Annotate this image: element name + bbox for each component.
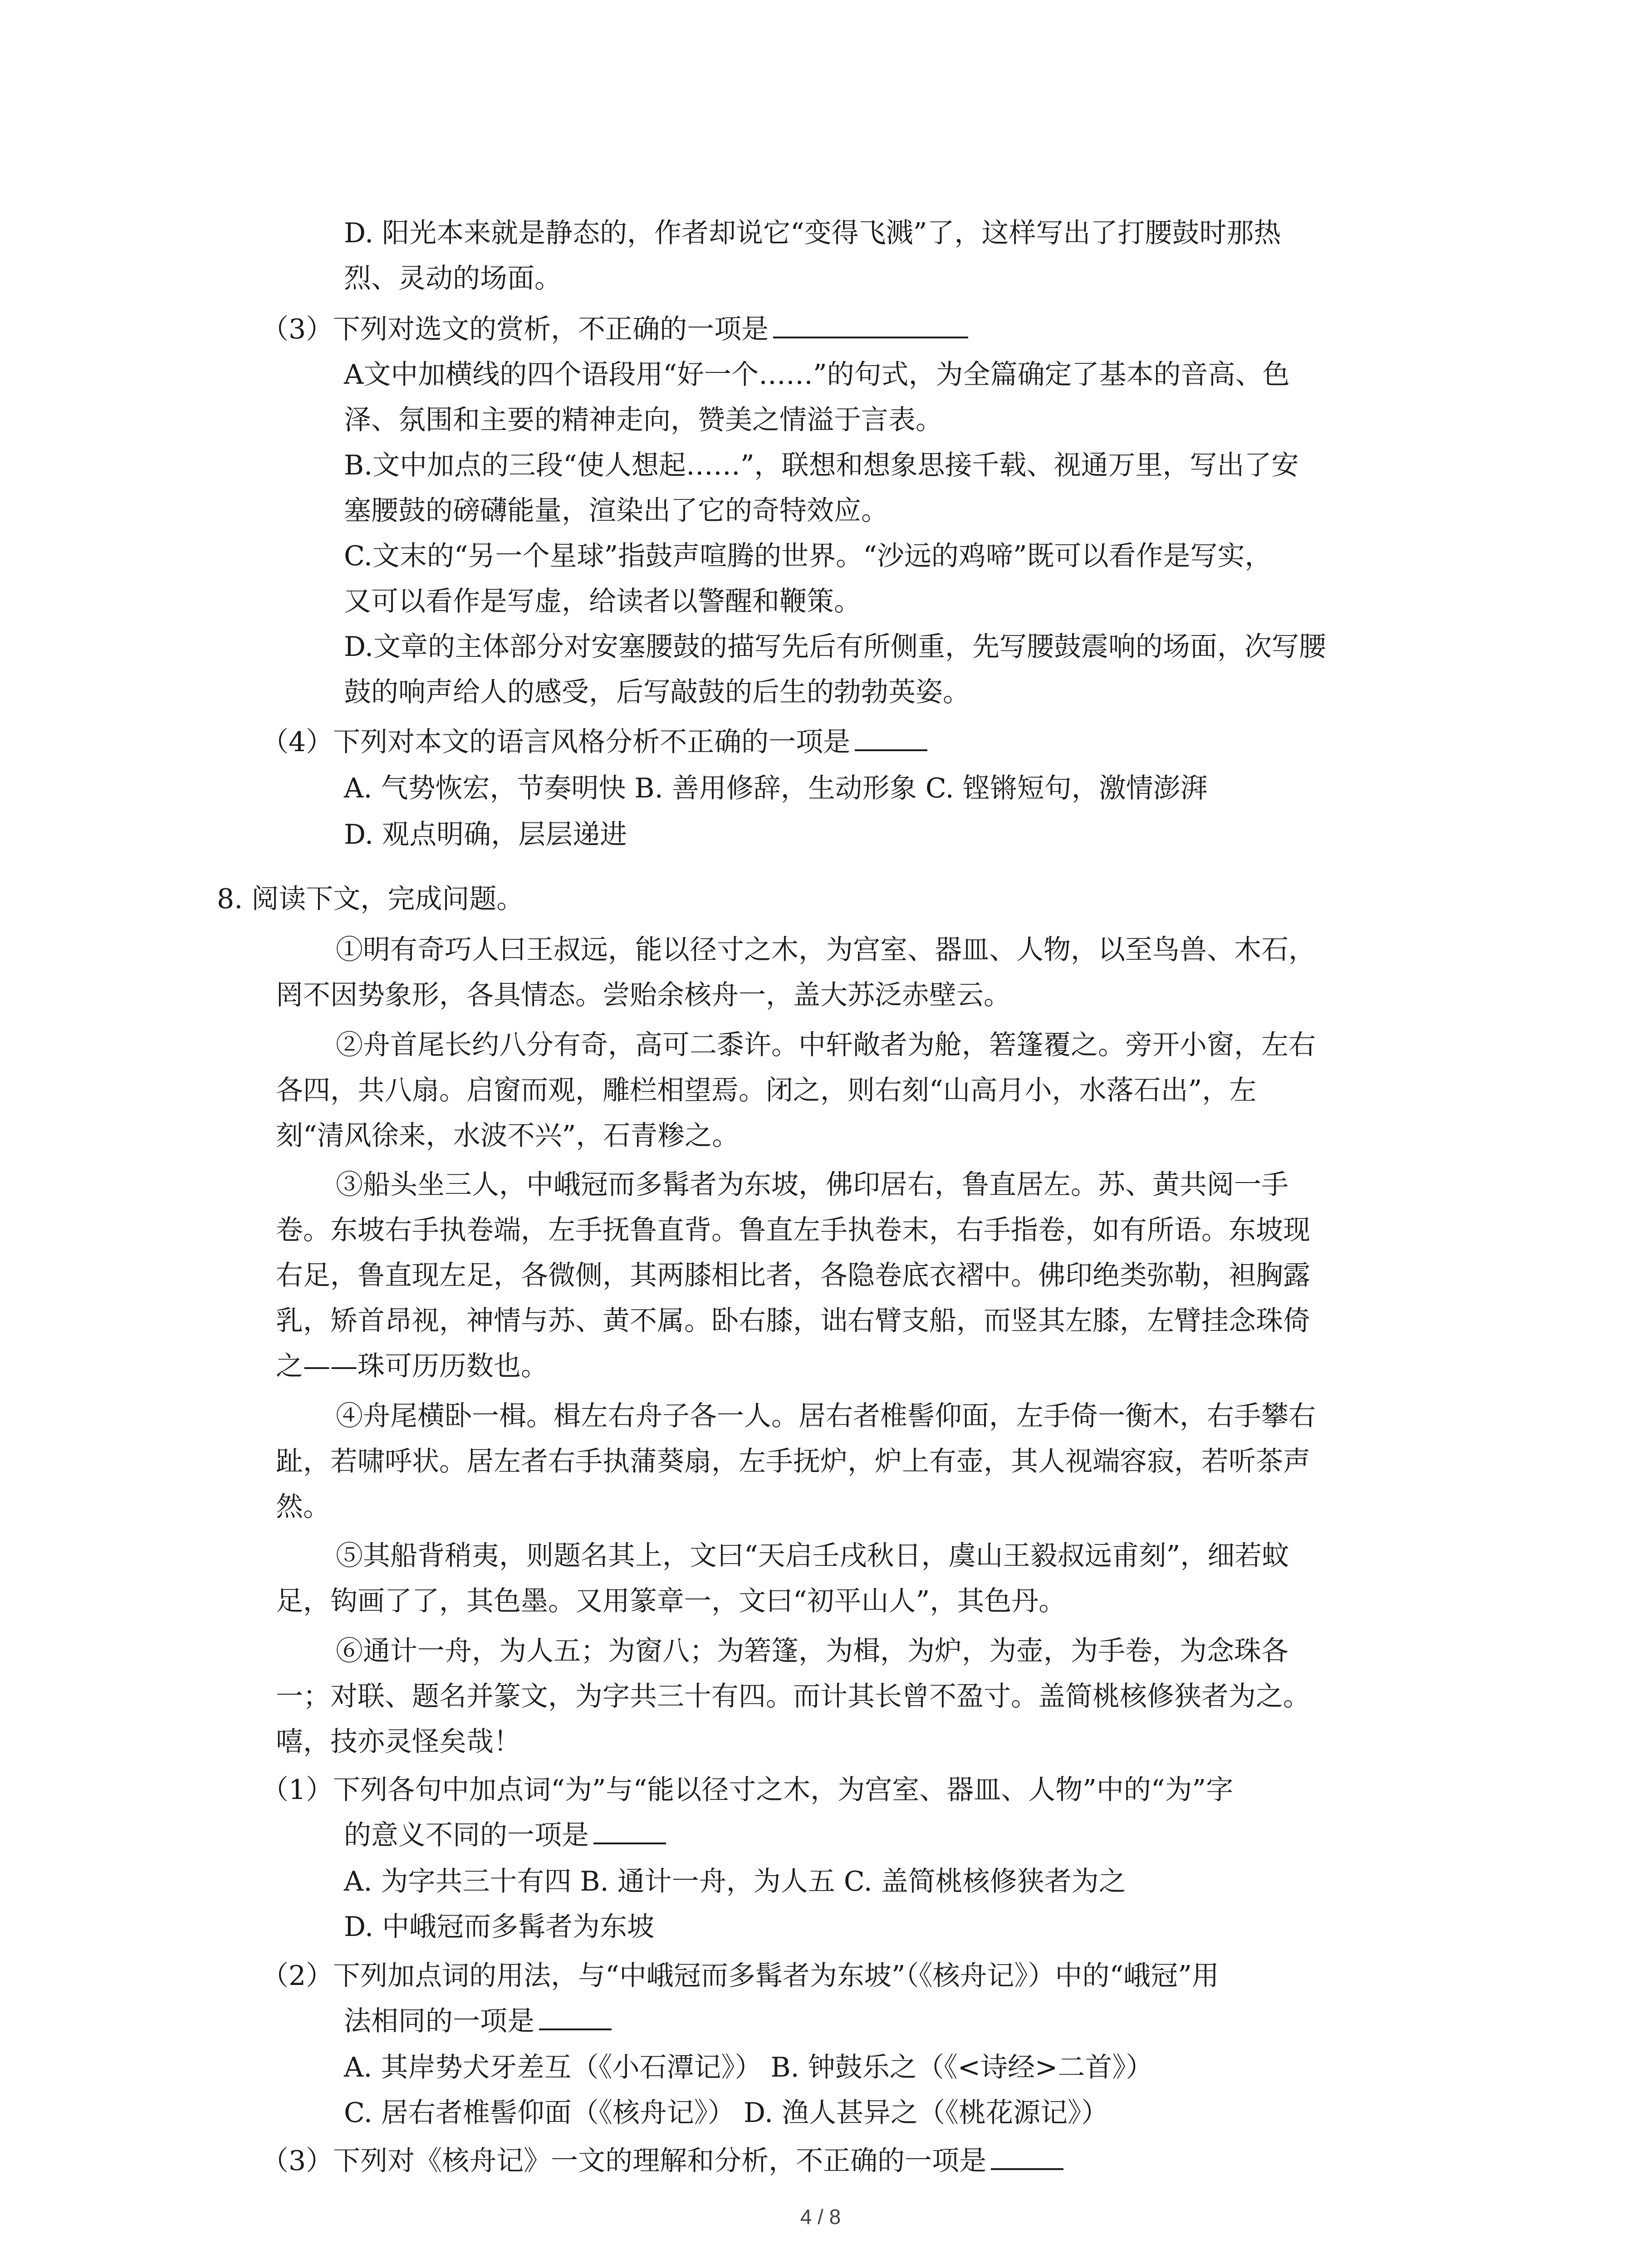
q8-p3-line4: 乳，矫首昂视，神情与苏、黄不属。卧右膝，诎右臂支船，而竖其左膝，左臂挂念珠倚 [276,1305,1310,1337]
q7-sub3-opt-c-line1: C.文末的“另一个星球”指鼓声喧腾的世界。“沙远的鸡啼”既可以看作是写实， [344,540,1272,572]
q7-sub3-opt-a-line1: A文中加横线的四个语段用“好一个……”的句式，为全篇确定了基本的音高、色 [344,359,1290,391]
q7-sub3-opt-a-line2: 泽、氛围和主要的精神走向，赞美之情溢于言表。 [344,404,943,436]
q8-p4-line1: ④舟尾横卧一楫。楫左右舟子各一人。居右者椎髻仰面，左手倚一衡木，右手攀右 [336,1400,1316,1432]
q7-sub4-options-line1: A. 气势恢宏，节奏明快 B. 善用修辞，生动形象 C. 铿锵短句，激情澎湃 [344,772,1208,804]
page-number: 4 / 8 [800,2205,841,2229]
q8-p2-line3: 刻“清风徐来，水波不兴”，石青糁之。 [276,1120,740,1152]
q8-sub1-options-line1: A. 为字共三十有四 B. 通计一舟，为人五 C. 盖简桃核修狭者为之 [344,1866,1126,1897]
q8-sub1-line2: 的意义不同的一项是 [344,1813,666,1858]
q7-sub3-stem: （3）下列对选文的赏析，不正确的一项是 [261,307,968,352]
q8-p2-line2: 各四，共八扇。启窗而观，雕栏相望焉。闭之，则右刻“山高月小，水落石出”，左 [276,1075,1257,1106]
q8-p6-line2: 一；对联、题名并篆文，为字共三十有四。而计其长曾不盈寸。盖简桃核修狭者为之。 [276,1681,1310,1712]
q8-p2-line1: ②舟首尾长约八分有奇，高可二黍许。中轩敞者为舱，箬篷覆之。旁开小窗，左右 [336,1029,1316,1061]
q7-sub3-opt-c-line2: 又可以看作是写虚，给读者以警醒和鞭策。 [344,586,861,617]
q8-sub1-options-line2: D. 中峨冠而多髯者为东坡 [344,1911,655,1943]
answer-blank[interactable] [991,2141,1063,2170]
q8-p6-line3: 嘻，技亦灵怪矣哉！ [276,1726,521,1758]
q7-opt-d-line2: 烈、灵动的场面。 [344,263,562,294]
q8-p3-line2: 卷。东坡右手执卷端，左手抚鲁直背。鲁直左手执卷末，右手指卷，如有所语。东坡现 [276,1214,1310,1246]
answer-blank[interactable] [773,309,968,338]
q7-sub3-opt-b-line1: B.文中加点的三段“使人想起……”，联想和想象思接千载、视通万里，写出了安 [344,450,1299,481]
q8-p5-line1: ⑤其船背稍夷，则题名其上，文曰“天启壬戌秋日，虞山王毅叔远甫刻”，细若蚊 [336,1540,1289,1572]
q8-p3-line3: 右足，鲁直现左足，各微侧，其两膝相比者，各隐卷底衣褶中。佛印绝类弥勒，袒胸露 [276,1260,1310,1291]
q8-p3-line1: ③船头坐三人，中峨冠而多髯者为东坡，佛印居右，鲁直居左。苏、黄共阅一手 [336,1169,1288,1201]
q8-p4-line2: 趾，若啸呼状。居左者右手执蒲葵扇，左手抚炉，炉上有壶，其人视端容寂，若听茶声 [276,1446,1310,1477]
q8-sub2-options-line1: A. 其岸势犬牙差互（《小石潭记》） B. 钟鼓乐之（《<诗经>二首》） [344,2052,1153,2083]
q7-sub4-stem: （4）下列对本文的语言风格分析不正确的一项是 [261,719,927,765]
answer-blank[interactable] [593,1815,666,1844]
q7-opt-d-line1: D. 阳光本来就是静态的，作者却说它“变得飞溅”了，这样写出了打腰鼓时那热 [344,217,1281,249]
q8-title: 8. 阅读下文，完成问题。 [217,883,524,915]
q7-sub3-opt-d-line2: 鼓的响声给人的感受，后写敲鼓的后生的勃勃英姿。 [344,676,970,708]
q8-p6-line1: ⑥通计一舟，为人五；为窗八；为箬篷，为楫，为炉，为壶，为手卷，为念珠各 [336,1635,1288,1667]
answer-blank[interactable] [539,2001,612,2030]
q8-sub1-line1: （1）下列各句中加点词“为”与“能以径寸之木，为宫室、器皿、人物”中的“为”字 [261,1774,1234,1806]
q8-p5-line2: 足，钩画了了，其色墨。又用篆章一，文曰“初平山人”，其色丹。 [276,1585,1066,1617]
q7-sub3-opt-d-line1: D.文章的主体部分对安塞腰鼓的描写先后有所侧重，先写腰鼓震响的场面，次写腰 [344,631,1327,663]
q8-p1-line1: ①明有奇巧人曰王叔远，能以径寸之木，为宫室、器皿、人物，以至鸟兽、木石， [336,934,1316,966]
q8-p3-line5: 之——珠可历历数也。 [276,1350,548,1382]
q8-sub2-line1: （2）下列加点词的用法，与“中峨冠而多髯者为东坡”（《核舟记》）中的“峨冠”用 [261,1960,1219,1992]
q8-p4-line3: 然。 [276,1491,330,1523]
q8-p1-line2: 罔不因势象形，各具情态。尝贻余核舟一，盖大苏泛赤壁云。 [276,979,1011,1011]
q8-sub3-line1: （3）下列对《核舟记》一文的理解和分析，不正确的一项是 [261,2138,1063,2184]
q8-sub2-line2: 法相同的一项是 [344,1999,612,2044]
q7-sub3-opt-b-line2: 塞腰鼓的磅礴能量，渲染出了它的奇特效应。 [344,495,888,527]
q8-sub2-options-line2: C. 居右者椎髻仰面（《核舟记》） D. 渔人甚异之（《桃花源记》） [344,2097,1109,2129]
q7-sub4-options-line2: D. 观点明确，层层递进 [344,819,627,850]
answer-blank[interactable] [855,722,927,751]
